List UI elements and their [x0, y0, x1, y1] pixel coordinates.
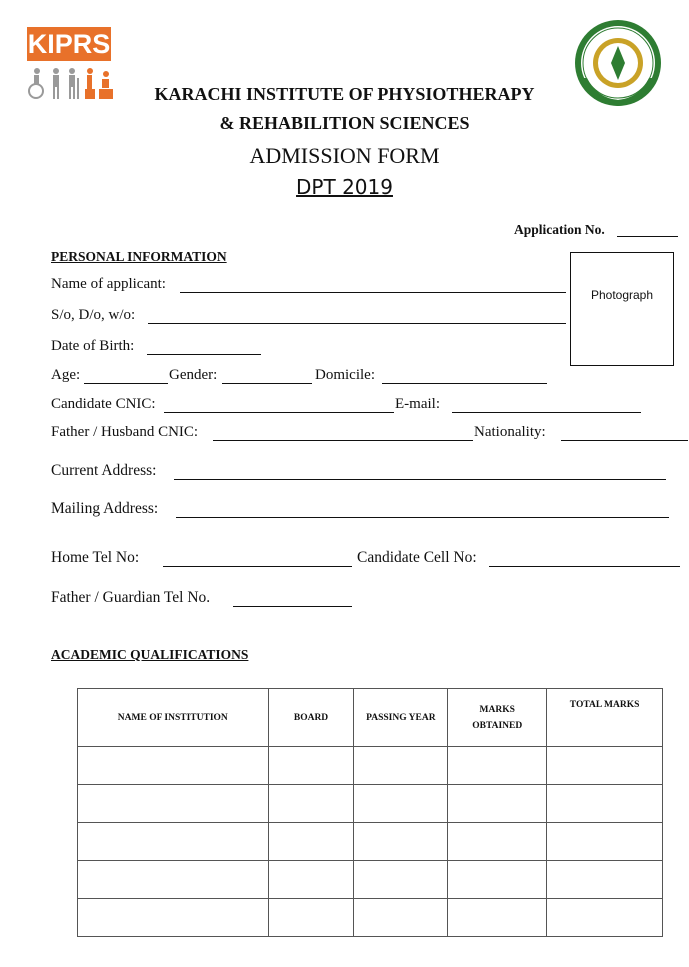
current-address-label: Current Address:	[51, 462, 157, 479]
father-cnic-label: Father / Husband CNIC:	[51, 424, 199, 440]
table-cell[interactable]	[78, 823, 269, 861]
table-cell[interactable]	[354, 861, 448, 899]
father-cnic-field[interactable]	[213, 440, 473, 441]
table-cell[interactable]	[448, 747, 547, 785]
col-header-board: BOARD	[268, 689, 354, 747]
photograph-box[interactable]	[570, 252, 674, 366]
table-cell[interactable]	[354, 823, 448, 861]
relation-label: S/o, D/o, w/o:	[51, 307, 136, 323]
dob-field[interactable]	[147, 354, 261, 355]
domicile-label: Domicile:	[315, 367, 375, 383]
nationality-field[interactable]	[561, 440, 688, 441]
table-cell[interactable]	[78, 785, 269, 823]
cell-field[interactable]	[489, 566, 680, 567]
table-cell[interactable]	[448, 861, 547, 899]
photograph-label: Photograph	[590, 288, 654, 302]
table-cell[interactable]	[547, 747, 663, 785]
table-row	[78, 823, 663, 861]
dob-label: Date of Birth:	[51, 338, 135, 354]
table-cell[interactable]	[268, 861, 354, 899]
mailing-address-field[interactable]	[176, 517, 669, 518]
table-row	[78, 747, 663, 785]
academic-table	[77, 688, 663, 937]
mailing-address-label: Mailing Address:	[51, 500, 159, 517]
table-cell[interactable]	[268, 747, 354, 785]
personal-info-heading: PERSONAL INFORMATION	[51, 249, 227, 264]
table-header-row	[78, 689, 663, 747]
table-cell[interactable]	[547, 823, 663, 861]
cnic-label: Candidate CNIC:	[51, 396, 156, 412]
col-header-institution: NAME OF INSTITUTION	[78, 689, 269, 747]
name-field[interactable]	[180, 292, 566, 293]
academic-heading: ACADEMIC QUALIFICATIONS	[51, 647, 249, 662]
home-tel-field[interactable]	[163, 566, 352, 567]
table-cell[interactable]	[268, 823, 354, 861]
table-cell[interactable]	[354, 899, 448, 937]
table-cell[interactable]	[354, 785, 448, 823]
kiprs-logo: KIPRS	[27, 29, 111, 59]
application-no-field[interactable]	[617, 236, 678, 237]
cell-label: Candidate Cell No:	[357, 549, 477, 566]
table-cell[interactable]	[268, 899, 354, 937]
name-label: Name of applicant:	[51, 276, 166, 292]
table-cell[interactable]	[354, 747, 448, 785]
gender-field[interactable]	[222, 383, 312, 384]
table-cell[interactable]	[547, 861, 663, 899]
guardian-tel-field[interactable]	[233, 606, 352, 607]
col-header-marks-obtained: MARKS OBTAINED	[448, 689, 547, 747]
institute-name-line1: KARACHI INSTITUTE OF PHYSIOTHERAPY	[154, 84, 535, 104]
gender-label: Gender:	[169, 367, 218, 383]
email-field[interactable]	[452, 412, 641, 413]
table-cell[interactable]	[268, 785, 354, 823]
table-cell[interactable]	[78, 861, 269, 899]
form-subtitle: DPT 2019	[296, 175, 393, 199]
current-address-field[interactable]	[174, 479, 666, 480]
cnic-field[interactable]	[164, 412, 394, 413]
table-row	[78, 861, 663, 899]
table-cell[interactable]	[78, 747, 269, 785]
table-row	[78, 899, 663, 937]
form-title: ADMISSION FORM	[249, 143, 440, 168]
relation-field[interactable]	[148, 323, 566, 324]
domicile-field[interactable]	[382, 383, 547, 384]
table-cell[interactable]	[547, 785, 663, 823]
table-cell[interactable]	[78, 899, 269, 937]
home-tel-label: Home Tel No:	[51, 549, 140, 566]
age-label: Age:	[51, 367, 81, 383]
table-cell[interactable]	[547, 899, 663, 937]
table-cell[interactable]	[448, 899, 547, 937]
table-row	[78, 785, 663, 823]
col-header-total-marks: TOTAL MARKS	[547, 689, 663, 747]
age-field[interactable]	[84, 383, 168, 384]
email-label: E-mail:	[395, 396, 440, 412]
col-header-passing-year: PASSING YEAR	[354, 689, 448, 747]
institute-name-line2: & REHABILITION SCIENCES	[219, 113, 470, 133]
guardian-tel-label: Father / Guardian Tel No.	[51, 589, 211, 606]
table-cell[interactable]	[448, 823, 547, 861]
nationality-label: Nationality:	[474, 424, 546, 440]
table-cell[interactable]	[448, 785, 547, 823]
application-no-label: Application No.	[514, 222, 605, 237]
